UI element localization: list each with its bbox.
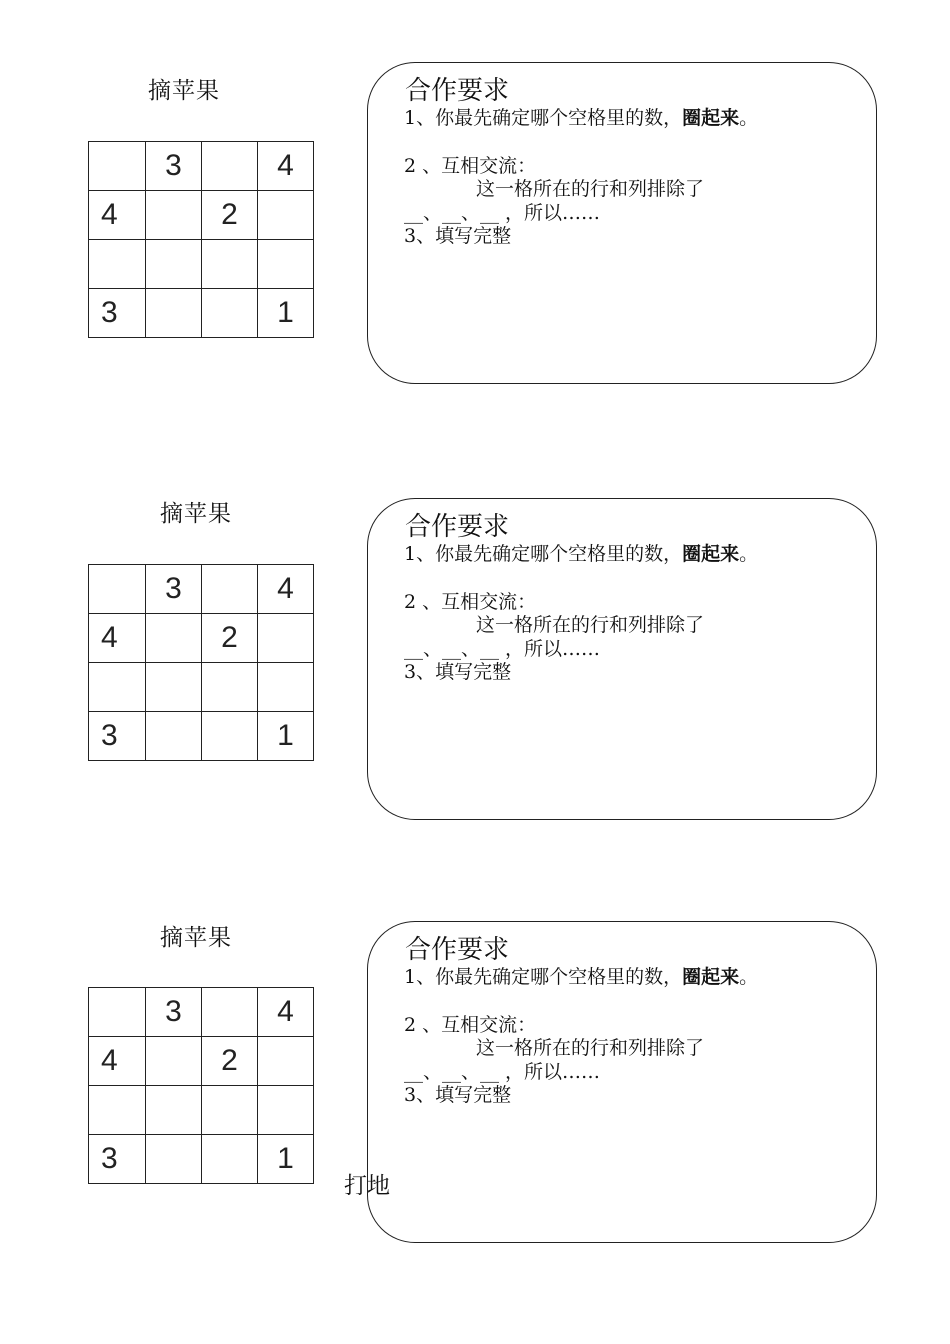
grid-cell: 2 <box>202 614 258 663</box>
step-2-detail: 这一格所在的行和列排除了 <box>476 614 705 636</box>
grid-cell <box>146 1086 202 1135</box>
grid-cell <box>89 565 146 614</box>
step-1-end: 。 <box>739 107 759 129</box>
requirements-heading: 合作要求 <box>405 935 510 965</box>
grid-row <box>89 1135 314 1184</box>
requirements-box <box>367 921 877 1243</box>
grid-cell <box>146 614 202 663</box>
grid-cell: 4 <box>258 988 314 1037</box>
grid-cell <box>146 663 202 712</box>
requirements-box <box>367 498 877 820</box>
grid-cell <box>258 1086 314 1135</box>
grid-cell: 3 <box>146 988 202 1037</box>
grid-cell <box>258 1037 314 1086</box>
grid-cell: 2 <box>202 1037 258 1086</box>
sudoku-grid <box>88 987 314 1184</box>
step-3: 3、填写完整 <box>404 1084 512 1106</box>
step-1 <box>404 962 758 989</box>
grid-row <box>89 614 314 663</box>
grid-cell: 1 <box>258 1135 314 1184</box>
step-2-blanks: __、__、__ ，所以…… <box>404 1061 601 1083</box>
requirements-heading: 合作要求 <box>405 512 510 542</box>
grid-cell <box>89 988 146 1037</box>
section-title: 摘苹果 <box>160 925 232 951</box>
grid-cell: 4 <box>258 565 314 614</box>
grid-cell <box>89 1086 146 1135</box>
grid-cell <box>89 663 146 712</box>
grid-cell: 4 <box>89 191 146 240</box>
grid-cell: 3 <box>89 289 146 338</box>
step-1-emphasis: 圈起来 <box>682 543 740 565</box>
grid-cell: 3 <box>146 565 202 614</box>
step-2-detail: 这一格所在的行和列排除了 <box>476 1037 705 1059</box>
step-1 <box>404 539 758 566</box>
grid-cell <box>258 663 314 712</box>
step-1-end: 。 <box>739 543 759 565</box>
step-2-blanks: __、__、__ ，所以…… <box>404 638 601 660</box>
grid-row <box>89 712 314 761</box>
grid-row <box>89 1037 314 1086</box>
grid-cell: 3 <box>89 1135 146 1184</box>
step-1-text: 1、你最先确定哪个空格里的数， <box>404 107 683 129</box>
grid-cell: 3 <box>146 142 202 191</box>
step-1-text: 1、你最先确定哪个空格里的数， <box>404 966 683 988</box>
grid-cell: 4 <box>89 1037 146 1086</box>
grid-cell <box>146 712 202 761</box>
step-1-text: 1、你最先确定哪个空格里的数， <box>404 543 683 565</box>
step-2-detail: 这一格所在的行和列排除了 <box>476 178 705 200</box>
grid-cell: 4 <box>258 142 314 191</box>
grid-cell <box>202 663 258 712</box>
step-1-emphasis: 圈起来 <box>682 966 740 988</box>
grid-row <box>89 663 314 712</box>
grid-cell: 4 <box>89 614 146 663</box>
grid-cell: 1 <box>258 712 314 761</box>
grid-cell <box>258 614 314 663</box>
step-3: 3、填写完整 <box>404 225 512 247</box>
section-title: 摘苹果 <box>148 78 220 104</box>
grid-cell <box>146 1037 202 1086</box>
step-2: 2 、互相交流： <box>404 155 537 177</box>
step-2: 2 、互相交流： <box>404 1014 537 1036</box>
grid-cell <box>202 1086 258 1135</box>
grid-cell <box>202 565 258 614</box>
stray-text: 打地 <box>344 1173 390 1199</box>
step-1-emphasis: 圈起来 <box>682 107 740 129</box>
step-2-blanks: __、__、__ ，所以…… <box>404 202 601 224</box>
grid-cell <box>202 712 258 761</box>
sudoku-grid <box>88 564 314 761</box>
grid-cell: 2 <box>202 191 258 240</box>
step-1-end: 。 <box>739 966 759 988</box>
step-2: 2 、互相交流： <box>404 591 537 613</box>
grid-cell: 1 <box>258 289 314 338</box>
step-3: 3、填写完整 <box>404 661 512 683</box>
grid-row <box>89 988 314 1037</box>
grid-cell <box>202 1135 258 1184</box>
grid-row <box>89 1086 314 1135</box>
section-title: 摘苹果 <box>160 501 232 527</box>
requirements-heading: 合作要求 <box>405 76 510 106</box>
grid-row <box>89 565 314 614</box>
grid-cell: 3 <box>89 712 146 761</box>
grid-cell <box>146 1135 202 1184</box>
grid-cell <box>202 988 258 1037</box>
